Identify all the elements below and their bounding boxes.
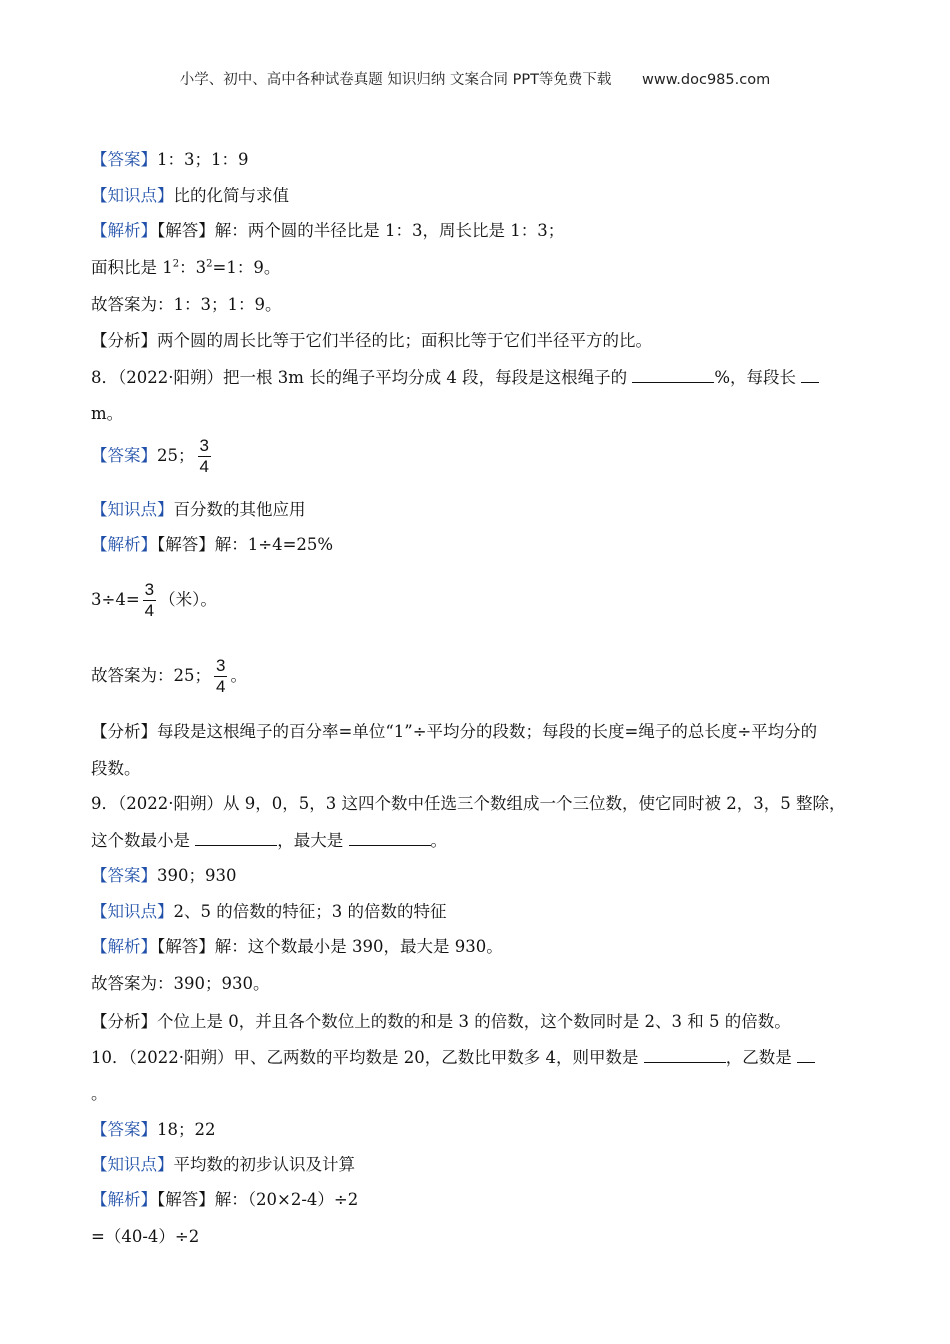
fraction-numerator: 3 [144, 580, 155, 599]
analysis-detail-tag: 【分析】 [91, 722, 157, 741]
q10-stem-a: 10．（2022·阳朔）甲、乙两数的平均数是 20，乙数比甲数多 4，则甲数是 [91, 1048, 639, 1067]
analysis-tag: 【解析】 [91, 1190, 157, 1209]
q8-solve-3 [91, 656, 247, 697]
q10-solve2-text: =（40-4）÷2 [91, 1227, 200, 1246]
header-text: 小学、初中、高中各种试卷真题 知识归纳 文案合同 PPT等免费下载 [179, 72, 612, 88]
answer-tag: 【答案】 [91, 446, 157, 465]
solve-tag: 【解答】 [157, 221, 215, 240]
q9-solve-2 [91, 970, 270, 994]
q8-final-fraction [214, 656, 227, 697]
q8-solve3-b: 。 [230, 666, 247, 685]
q8-stem-a: 8．（2022·阳朔）把一根 3m 长的绳子平均分成 4 段，每段是这根绳子的 [91, 368, 628, 387]
q8-analysis-2 [91, 755, 141, 779]
q8-analysis1-text: 每段是这根绳子的百分率=单位“1”÷平均分的段数；每段的长度=绳子的总长度÷平均分的 [157, 722, 818, 741]
q8-knowledge [91, 496, 306, 520]
answer-tag: 【答案】 [91, 1120, 157, 1139]
q7-solve3-text: 故答案为：1：3；1：9。 [91, 295, 282, 314]
q8-stem [91, 364, 819, 388]
q9-stem-1 [91, 790, 845, 814]
q10-knowledge-text: 平均数的初步认识及计算 [173, 1155, 355, 1174]
q8-blank-1[interactable] [632, 368, 714, 383]
q9-knowledge [91, 898, 446, 922]
q9-stem-2 [91, 827, 447, 851]
fraction-denominator: 4 [199, 457, 209, 476]
q8-solve-fraction [143, 580, 156, 621]
q8-solve-2 [91, 580, 217, 621]
q10-stem-cont [91, 1080, 108, 1104]
solve-tag: 【解答】 [157, 937, 215, 956]
q7-solve-1 [91, 217, 564, 241]
q8-solve2-b: （米）。 [159, 590, 217, 609]
q8-solve2-a: 3÷4= [91, 590, 140, 609]
q7-solve2-a: 面积比是 1 [91, 258, 173, 277]
q10-stem [91, 1044, 815, 1068]
q7-analysis-text: 两个圆的周长比等于它们半径的比；面积比等于它们半径平方的比。 [157, 331, 652, 350]
q8-stem-b: %，每段长 [714, 368, 797, 387]
q7-solve2-b: ：3 [179, 258, 207, 277]
q7-sup2: 2 [206, 258, 213, 270]
q8-blank-2[interactable] [801, 368, 819, 383]
q9-analysis [91, 1008, 791, 1032]
fraction-denominator: 4 [144, 601, 155, 620]
q7-solve-2 [91, 254, 280, 278]
q7-sup1: 2 [172, 258, 180, 270]
q7-knowledge-text: 比的化简与求值 [173, 186, 289, 205]
analysis-tag: 【解析】 [91, 535, 157, 554]
q8-analysis2-text: 段数。 [91, 759, 141, 778]
header-site[interactable]: www.doc985.com [642, 72, 771, 88]
knowledge-tag: 【知识点】 [91, 500, 174, 519]
q10-solve-2 [91, 1223, 199, 1247]
answer-tag: 【答案】 [91, 150, 157, 169]
q9-solve-1 [91, 933, 503, 957]
q7-solve1-text: 解：两个圆的半径比是 1：3，周长比是 1：3； [214, 221, 565, 240]
q7-answer-text: 1：3；1：9 [157, 150, 249, 169]
q10-blank-1[interactable] [644, 1048, 726, 1063]
fraction-numerator: 3 [199, 436, 209, 455]
q9-answer-text: 390；930 [157, 866, 237, 885]
q10-knowledge [91, 1151, 355, 1175]
q9-blank-2[interactable] [349, 831, 431, 846]
q9-solve2-text: 故答案为：390；930。 [91, 974, 270, 993]
q9-knowledge-text: 2、5 的倍数的特征；3 的倍数的特征 [173, 902, 447, 921]
q8-solve1-text: 解：1÷4=25% [214, 535, 334, 554]
q9-stem2-a: 这个数最小是 [91, 831, 190, 850]
q9-analysis-text: 个位上是 0，并且各个数位上的数的和是 3 的倍数，这个数同时是 2、3 和 5 的倍数。 [157, 1012, 791, 1031]
analysis-detail-tag: 【分析】 [91, 1012, 157, 1031]
q9-stem2-b: ，最大是 [277, 831, 344, 850]
q10-solve1-text: 解：（20×2-4）÷2 [214, 1190, 359, 1209]
q8-answer [91, 436, 214, 477]
q7-answer [91, 146, 249, 170]
q10-blank-2[interactable] [797, 1048, 815, 1063]
q8-solve-1 [91, 531, 333, 555]
q9-solve1-text: 解：这个数最小是 390，最大是 930。 [214, 937, 503, 956]
q8-stem-c: m。 [91, 404, 124, 423]
q7-analysis [91, 327, 652, 351]
fraction-denominator: 4 [216, 677, 226, 696]
q7-knowledge [91, 182, 289, 206]
q8-stem-cont [91, 400, 123, 424]
q10-stem-c: 。 [91, 1084, 108, 1103]
q9-blank-1[interactable] [195, 831, 277, 846]
fraction-numerator: 3 [216, 656, 226, 675]
q10-answer [91, 1116, 216, 1140]
knowledge-tag: 【知识点】 [91, 902, 174, 921]
q8-answer-fraction [198, 436, 211, 477]
q9-stem1-text: 9．（2022·阳朔）从 9，0，5，3 这四个数中任选三个数组成一个三位数，使它同时被 2，3，5 整除， [91, 794, 846, 813]
q7-solve-3 [91, 291, 282, 315]
q10-stem-b: ，乙数是 [725, 1048, 792, 1067]
q9-stem2-c: 。 [430, 831, 447, 850]
analysis-tag: 【解析】 [91, 221, 157, 240]
solve-tag: 【解答】 [157, 535, 215, 554]
knowledge-tag: 【知识点】 [91, 1155, 174, 1174]
page-header [0, 68, 950, 89]
q9-answer [91, 862, 237, 886]
q7-solve2-c: =1：9。 [212, 258, 281, 277]
analysis-tag: 【解析】 [91, 937, 157, 956]
q8-solve3-a: 故答案为：25； [91, 666, 211, 685]
solve-tag: 【解答】 [157, 1190, 215, 1209]
q8-analysis-1 [91, 718, 817, 742]
answer-tag: 【答案】 [91, 866, 157, 885]
analysis-detail-tag: 【分析】 [91, 331, 157, 350]
q10-solve-1 [91, 1186, 358, 1210]
q8-answer-a: 25； [157, 446, 195, 465]
q10-answer-text: 18；22 [157, 1120, 216, 1139]
q8-knowledge-text: 百分数的其他应用 [173, 500, 306, 519]
knowledge-tag: 【知识点】 [91, 186, 174, 205]
